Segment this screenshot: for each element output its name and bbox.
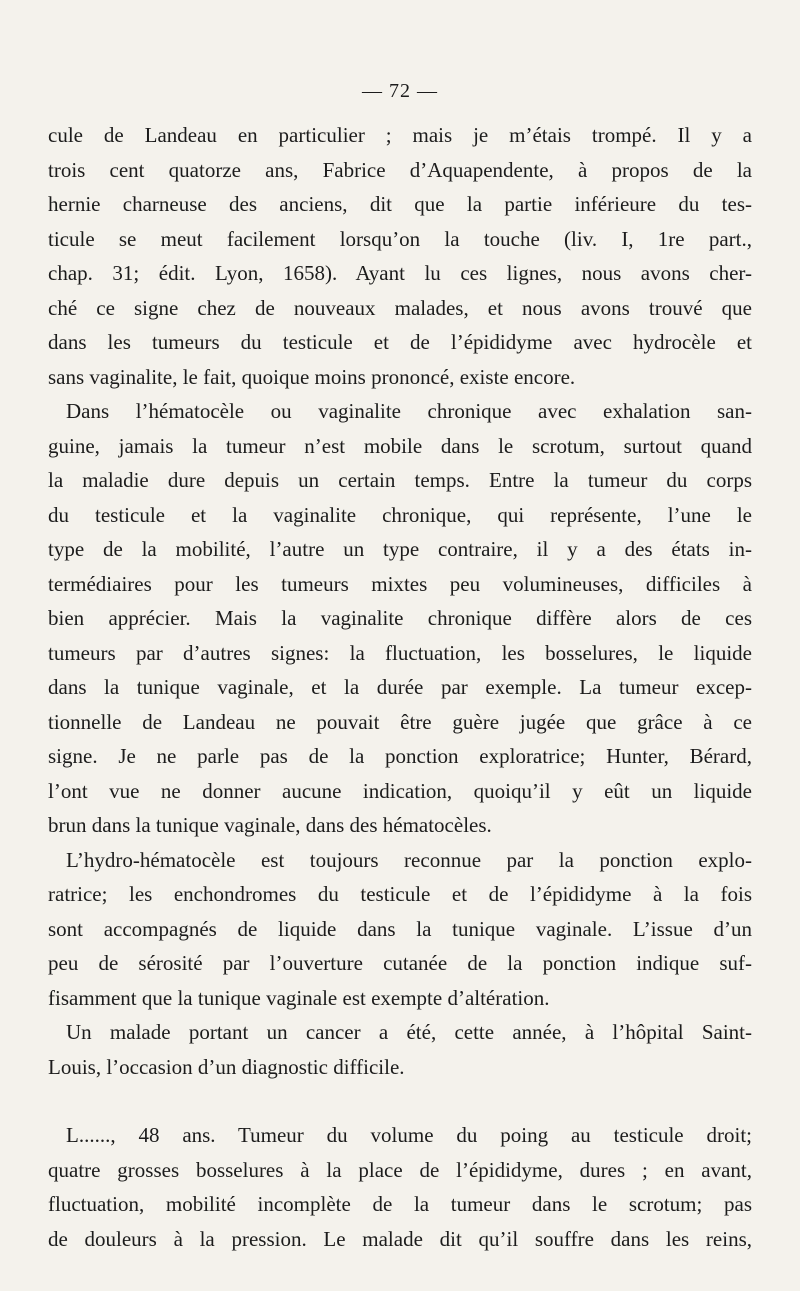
paragraph-continuation — [48, 118, 752, 394]
text-line: dans la tunique vaginale, et la durée par exemple. La tumeur excep- — [48, 675, 752, 699]
text-line: ticule se meut facilement lorsqu’on la touche (liv. I, 1re part., — [48, 226, 752, 251]
text-line: tumeurs par d’autres signes: la fluctuation, les bosselures, le liquide — [48, 640, 752, 665]
text-line: sans vaginalite, le fait, quoique moins prononcé, existe encore. — [48, 364, 576, 389]
text-line: la maladie dure depuis un certain temps. Entre la tumeur du corps — [48, 468, 752, 492]
text-line: du testicule et la vaginalite chronique, qui représente, l’une le — [48, 502, 752, 527]
text-line: dans les tumeurs du testicule et de l’épididyme avec hydrocèle et — [48, 330, 752, 354]
text-line: trois cent quatorze ans, Fabrice d’Aquapendente, à propos de la — [48, 157, 752, 182]
text-line: type de la mobilité, l’autre un type contraire, il y a des états in- — [48, 537, 752, 561]
text-line: cule de Landeau en particulier ; mais je m’étais trompé. Il y a — [48, 123, 752, 147]
page-number: — 72 — — [362, 80, 438, 102]
text-line: Un malade portant un cancer a été, cette année, à l’hôpital Saint- — [66, 1020, 752, 1044]
text-line: tionnelle de Landeau ne pouvait être guère jugée que grâce à ce — [48, 709, 752, 734]
paragraph-hematocele — [48, 394, 752, 843]
text-line: L......, 48 ans. Tumeur du volume du poing au testicule droit; — [66, 1123, 752, 1147]
text-line: guine, jamais la tumeur n’est mobile dans le scrotum, surtout quand — [48, 433, 752, 458]
paragraph-case-intro — [48, 1015, 752, 1084]
paragraph-hydro-hematocele — [48, 843, 752, 1016]
text-line: brun dans la tunique vaginale, dans des hématocèles. — [48, 813, 492, 837]
text-line: L’hydro-hématocèle est toujours reconnue par la ponction explo- — [66, 847, 752, 872]
text-line: fluctuation, mobilité incomplète de la tumeur dans le scrotum; pas — [48, 1192, 752, 1216]
text-line: sont accompagnés de liquide dans la tunique vaginale. L’issue d’un — [48, 916, 752, 941]
text-line: Dans l’hématocèle ou vaginalite chronique avec exhalation san- — [66, 399, 752, 423]
text-line: fisamment que la tunique vaginale est exempte d’altération. — [48, 985, 550, 1010]
text-line: l’ont vue ne donner aucune indication, quoiqu’il y eût un liquide — [48, 778, 752, 803]
text-line: Louis, l’occasion d’un diagnostic difficile. — [48, 1054, 405, 1079]
text-line: ratrice; les enchondromes du testicule et de l’épididyme à la fois — [48, 882, 752, 906]
text-line: ché ce signe chez de nouveaux malades, et nous avons trouvé que — [48, 295, 752, 320]
text-line: de douleurs à la pression. Le malade dit qu’il souffre dans les reins, — [48, 1226, 752, 1251]
text-line: signe. Je ne parle pas de la ponction exploratrice; Hunter, Bérard, — [48, 744, 752, 768]
text-line: peu de sérosité par l’ouverture cutanée de la ponction indique suf- — [48, 951, 752, 975]
text-line: bien apprécier. Mais la vaginalite chronique diffère alors de ces — [48, 606, 752, 630]
text-line: chap. 31; édit. Lyon, 1658). Ayant lu ces lignes, nous avons cher- — [48, 261, 752, 285]
paragraph-gap — [48, 1084, 752, 1118]
text-line: quatre grosses bosselures à la place de l’épididyme, dures ; en avant, — [48, 1157, 752, 1182]
body-text — [48, 118, 752, 1256]
text-line: termédiaires pour les tumeurs mixtes peu volumineuses, difficiles à — [48, 571, 752, 596]
text-line: hernie charneuse des anciens, dit que la partie inférieure du tes- — [48, 192, 752, 216]
paragraph-case-report — [48, 1118, 752, 1256]
